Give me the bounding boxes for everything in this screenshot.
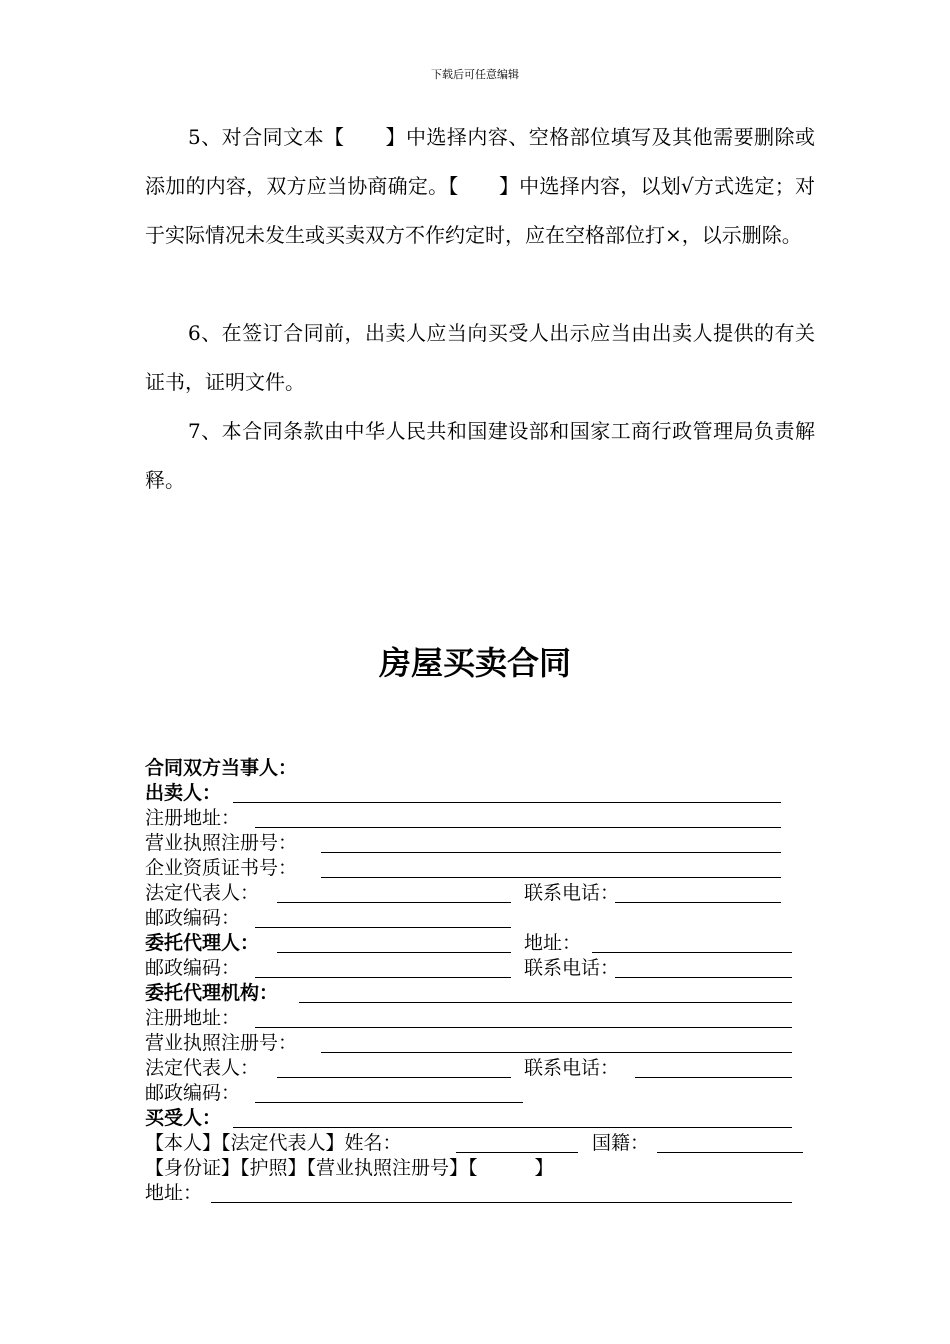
seller-license-row	[145, 831, 805, 856]
clause-6: 6、在签订合同前，出卖人应当向买受人出示应当由出卖人提供的有关证书，证明文件。	[145, 321, 815, 394]
buyer-name-blank[interactable]	[456, 1152, 578, 1153]
agency-blank[interactable]	[299, 1002, 792, 1003]
buyer-name-label: 【本人】【法定代表人】姓名：	[145, 1132, 402, 1154]
agency-row	[145, 981, 805, 1006]
agency-postcode-row	[145, 1081, 805, 1106]
agency-reg-address-blank[interactable]	[255, 1027, 792, 1028]
seller-address-row	[145, 806, 805, 831]
buyer-address-blank[interactable]	[211, 1202, 792, 1203]
license-no-label: 营业执照注册号：	[145, 832, 298, 854]
qualification-no-blank[interactable]	[321, 877, 781, 878]
seller-postcode-row	[145, 906, 805, 931]
seller-label: 出卖人：	[145, 782, 222, 804]
buyer-name-row	[145, 1131, 805, 1156]
seller-row	[145, 781, 805, 806]
agent-postcode-blank[interactable]	[255, 977, 511, 978]
agent-postcode-row	[145, 956, 805, 981]
agent-address-label: 地址：	[524, 932, 582, 954]
buyer-row	[145, 1106, 805, 1131]
buyer-label: 买受人：	[145, 1107, 222, 1129]
agent-postcode-label: 邮政编码：	[145, 957, 241, 979]
reg-address-label: 注册地址：	[145, 807, 241, 829]
clause-5: 5、对合同文本【 】中选择内容、空格部位填写及其他需要删除或添加的内容，双方应当协商确定。【 】中选择内容，以划√方式选定；对于实际情况未发生或买卖双方不作约定时，应在空格部位打×，以示删除。	[145, 125, 815, 247]
agency-phone-label: 联系电话：	[524, 1057, 620, 1079]
legal-rep-blank[interactable]	[277, 902, 511, 903]
license-no-blank[interactable]	[321, 852, 781, 853]
agent-address-blank[interactable]	[592, 952, 792, 953]
agency-postcode-label: 邮政编码：	[145, 1082, 241, 1104]
nationality-blank[interactable]	[657, 1152, 803, 1153]
buyer-id-row	[145, 1156, 805, 1181]
agency-address-row	[145, 1006, 805, 1031]
parties-heading: 合同双方当事人：	[145, 757, 298, 779]
seller-blank[interactable]	[233, 802, 781, 803]
parties-heading-row	[145, 756, 805, 781]
contract-title: 房屋买卖合同	[378, 644, 571, 682]
qualification-no-label: 企业资质证书号：	[145, 857, 298, 879]
reg-address-blank[interactable]	[255, 827, 781, 828]
agency-legal-rep-blank[interactable]	[277, 1077, 511, 1078]
phone-blank[interactable]	[615, 902, 781, 903]
agency-postcode-blank[interactable]	[255, 1102, 523, 1103]
legal-rep-label: 法定代表人：	[145, 882, 260, 904]
agent-phone-label: 联系电话：	[524, 957, 620, 979]
agency-legal-rep-row	[145, 1056, 805, 1081]
agency-reg-address-label: 注册地址：	[145, 1007, 241, 1029]
buyer-address-row	[145, 1181, 805, 1206]
agent-row	[145, 931, 805, 956]
buyer-address-label: 地址：	[145, 1182, 203, 1204]
parties-form	[145, 756, 805, 1206]
page-header-note: 下载后可任意编辑	[431, 68, 519, 81]
postcode-label: 邮政编码：	[145, 907, 241, 929]
agency-phone-blank[interactable]	[635, 1077, 792, 1078]
seller-qualification-row	[145, 856, 805, 881]
postcode-blank[interactable]	[255, 927, 511, 928]
seller-legal-rep-row	[145, 881, 805, 906]
nationality-label: 国籍：	[592, 1132, 650, 1154]
agent-blank[interactable]	[277, 952, 511, 953]
agency-license-no-blank[interactable]	[321, 1052, 792, 1053]
buyer-id-label: 【身份证】【护照】【营业执照注册号】【 】	[145, 1157, 554, 1179]
buyer-blank[interactable]	[233, 1127, 792, 1128]
agent-label: 委托代理人：	[145, 932, 260, 954]
agency-legal-rep-label: 法定代表人：	[145, 1057, 260, 1079]
agency-label: 委托代理机构：	[145, 982, 279, 1004]
agent-phone-blank[interactable]	[615, 977, 792, 978]
phone-label: 联系电话：	[524, 882, 620, 904]
agency-license-no-label: 营业执照注册号：	[145, 1032, 298, 1054]
clause-7: 7、本合同条款由中华人民共和国建设部和国家工商行政管理局负责解释。	[145, 419, 815, 492]
agency-license-row	[145, 1031, 805, 1056]
